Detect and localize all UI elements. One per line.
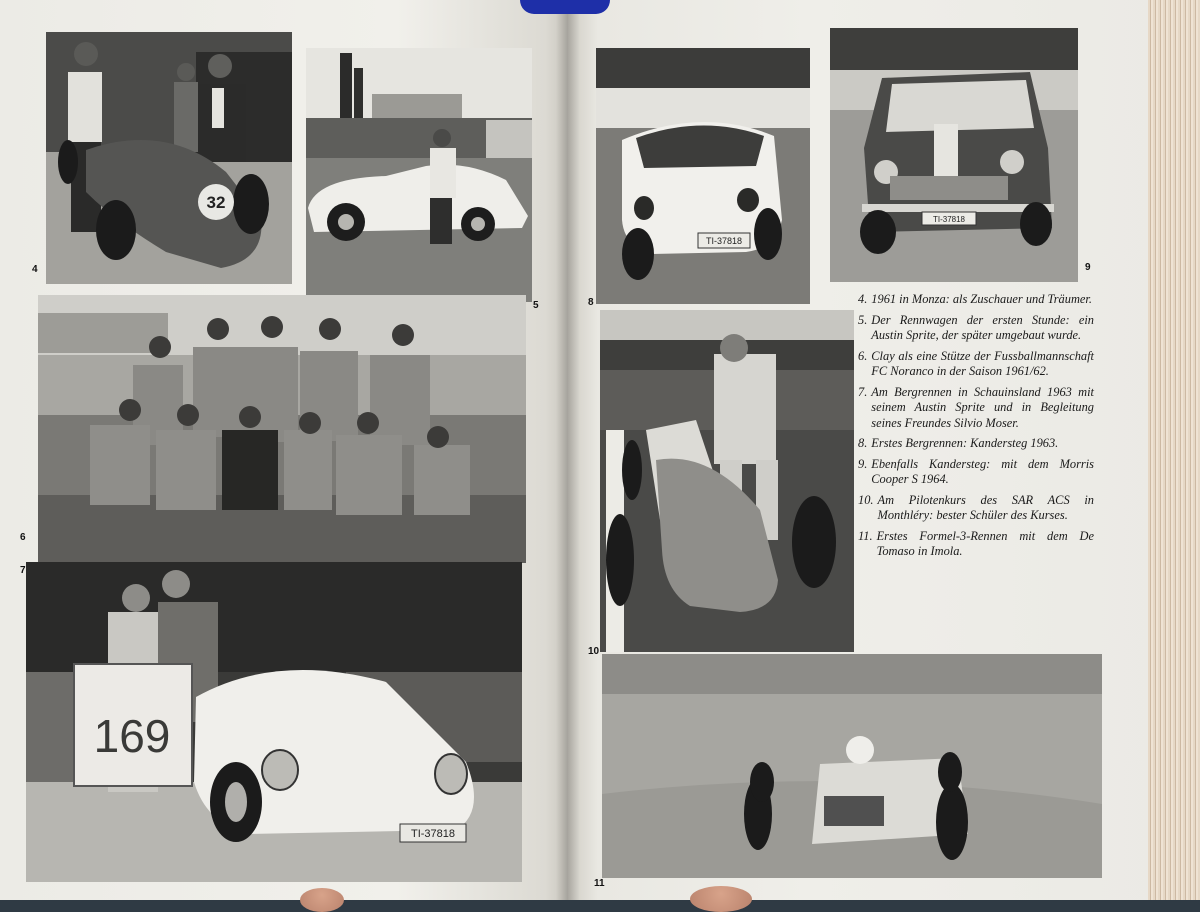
caption-item (858, 385, 1094, 432)
figure-number-6: 6 (20, 532, 26, 543)
figure-number-5: 5 (533, 300, 539, 311)
caption-text: Clay als eine Stütze der Fussballmannschaft FC Noranco in der Saison 1961/62. (871, 348, 1094, 378)
caption-text: Erstes Bergrennen: Kandersteg 1963. (871, 436, 1059, 450)
fingertip-right (690, 886, 752, 912)
figure-number-8: 8 (588, 297, 594, 308)
figure-number-4: 4 (32, 264, 38, 275)
photo-9-mini-cooper (830, 28, 1078, 282)
caption-item (858, 349, 1094, 380)
caption-text: Am Bergrennen in Schauinsland 1963 mit seinem Austin Sprite und in Begleitung seines Freundes Silvio Moser. (871, 384, 1094, 430)
caption-number: 5. (858, 312, 868, 327)
caption-text: Am Pilotenkurs des SAR ACS in Monthléry: bester Schüler des Kurses. (877, 492, 1094, 522)
book-gutter (556, 0, 580, 900)
caption-item (858, 529, 1094, 560)
figure-number-10: 10 (588, 646, 600, 657)
photo-7-car-169 (26, 562, 522, 882)
caption-number: 8. (858, 436, 868, 450)
caption-number: 9. (858, 456, 868, 471)
plate-photo-7: TI-37818 (410, 828, 456, 840)
caption-number: 7. (858, 384, 868, 399)
caption-number: 6. (858, 348, 868, 363)
caption-number: 10. (858, 492, 874, 507)
photo-11-imola-f3 (602, 654, 1102, 878)
caption-number: 4. (858, 292, 868, 306)
caption-item (858, 457, 1094, 488)
plate-photo-8: TI-37818 (705, 236, 743, 246)
plate-photo-9: TI-37818 (932, 215, 966, 224)
caption-item (858, 292, 1094, 308)
page-edges (1148, 0, 1200, 900)
caption-text: Der Rennwagen der ersten Stunde: ein Austin Sprite, der später umgebaut wurde. (871, 312, 1094, 342)
caption-item (858, 493, 1094, 524)
photo-6-football-team (38, 295, 526, 563)
figure-number-11: 11 (594, 878, 605, 889)
caption-number: 11. (858, 528, 873, 543)
caption-text: Ebenfalls Kandersteg: mit dem Morris Cooper S 1964. (871, 456, 1094, 486)
photo-4-monza (46, 32, 292, 284)
photo-8-kandersteg-sprite (596, 48, 810, 304)
photo-5-austin-sprite (306, 48, 532, 302)
background-object (520, 0, 610, 14)
racecar-number: 32 (206, 193, 226, 212)
caption-list (858, 292, 1094, 565)
figure-number-9: 9 (1085, 262, 1091, 273)
figure-number-7: 7 (20, 565, 26, 576)
caption-text: 1961 in Monza: als Zuschauer und Träumer. (871, 292, 1092, 306)
fingertip-left (300, 888, 344, 912)
photo-10-monthlery (600, 310, 854, 652)
car-number-169: 169 (93, 710, 171, 762)
caption-item (858, 436, 1094, 452)
caption-item (858, 313, 1094, 344)
caption-text: Erstes Formel-3-Rennen mit dem De Tomaso in Imola. (876, 528, 1094, 558)
